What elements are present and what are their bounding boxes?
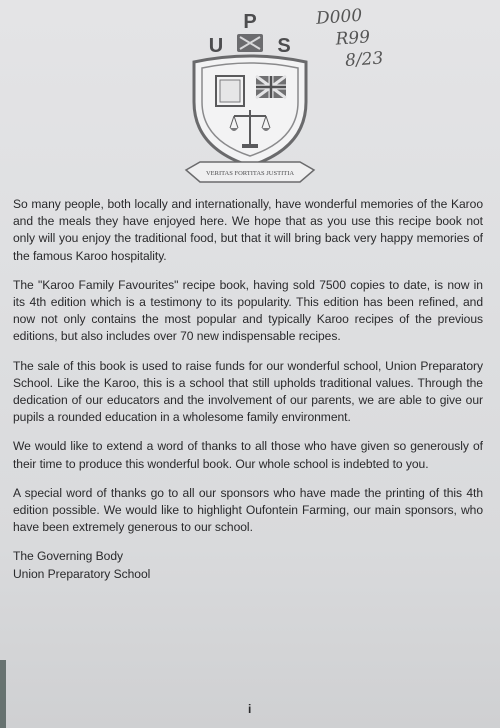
- crest-motto: VERITAS FORTITAS JUSTITIA: [205, 170, 295, 177]
- crest-letter-left: U: [208, 35, 224, 57]
- signoff: [13, 548, 483, 582]
- paragraph: The "Karoo Family Favourites" recipe book, having sold 7500 copies to date, is now in its 4th edition which is a testimony to its popularity. This edition has been refined, and now not only contains the most popular and typically Karoo recipes of the previous editions, but also includes over 70 new indispensable recipes.: [13, 277, 483, 344]
- paragraph: A special word of thanks go to all our sponsors who have made the printing of this 4th edition possible. We would like to highlight Oufontein Farming, our main sponsors, who have been extremely generous to our school.: [13, 485, 483, 535]
- crest-letter-right: S: [277, 35, 291, 57]
- handwritten-annotation: [315, 0, 430, 85]
- handwriting-line: R99: [334, 27, 371, 50]
- paragraph: So many people, both locally and internationally, have wonderful memories of the Karoo and the meals they have enjoyed here. We hope that as you use this recipe book not only will you enjoy the traditional food, but that it will bring back very happy memories of the famous Karoo hospitality.: [13, 197, 483, 263]
- paragraph: The sale of this book is used to raise funds for our wonderful school, Union Preparatory School. Like the Karoo, this is a school that still upholds traditional values. Through the dedication of our educators and the involvement of our parents, we are able to give our pupils a rounded education in a wholesome family environment.: [13, 358, 483, 425]
- handwriting-line: D000: [315, 5, 363, 29]
- page-number: i: [248, 702, 252, 716]
- school-crest-logo: [180, 6, 320, 192]
- signoff-line: Union Preparatory School: [13, 566, 151, 581]
- foreword-text: [13, 196, 483, 583]
- signoff-line: The Governing Body: [13, 549, 124, 564]
- handwriting-line: 8/23: [344, 48, 384, 71]
- crest-letter-top: P: [243, 11, 257, 33]
- paragraph: We would like to extend a word of thanks to all those who have given so generously of their time to produce this wonderful book. Our whole school is indebted to you.: [13, 439, 483, 471]
- page-edge: [0, 660, 6, 728]
